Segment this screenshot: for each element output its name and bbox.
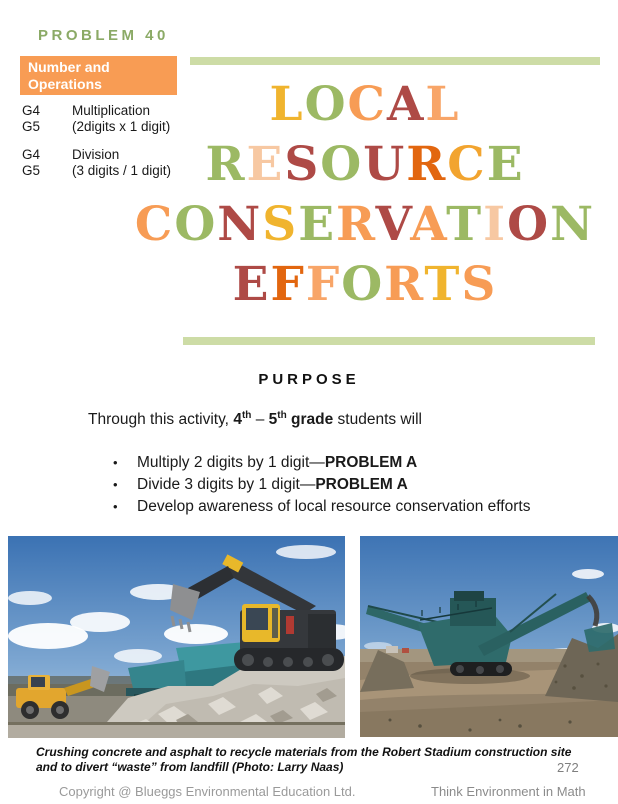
footer-copyright: Copyright @ Blueggs Environmental Education Ltd. xyxy=(59,784,356,799)
grade-label: G5 xyxy=(22,119,41,134)
title-line-efforts: EFFORTS xyxy=(232,257,498,312)
objective-text: Develop awareness of local resource conservation efforts xyxy=(137,498,531,515)
list-item xyxy=(113,452,530,474)
foreground-road xyxy=(8,724,345,738)
list-item xyxy=(113,474,530,496)
title-line-conservation: CONSERVATION xyxy=(134,197,596,252)
grade-label: G4 xyxy=(22,147,41,162)
grade-to: 5 xyxy=(268,411,278,429)
grade-label: G4 xyxy=(22,103,41,118)
grade-from-ordinal: th xyxy=(241,410,252,421)
purpose-heading: PURPOSE xyxy=(258,371,360,388)
grade-word: grade xyxy=(286,411,334,429)
list-item xyxy=(113,496,530,518)
caption-line-2: and to divert “waste” from landfill (Photo: Larry Naas) xyxy=(36,760,344,774)
intro-prefix: Through this activity, xyxy=(88,411,234,429)
grade-dash: – xyxy=(251,411,269,429)
bullet-icon: • xyxy=(113,455,118,470)
photo-crushing-site-left xyxy=(8,536,345,738)
title-line-resource: RESOURCE xyxy=(205,137,525,192)
page-number: 272 xyxy=(557,760,579,775)
grade-to-ordinal: th xyxy=(277,410,287,421)
grade-from: 4 xyxy=(233,411,242,429)
topic-detail: (3 digits / 1 digit) xyxy=(72,163,172,178)
photo-left-illustration xyxy=(8,536,345,738)
problem-label: PROBLEM 40 xyxy=(38,27,169,44)
topic-label: Division xyxy=(72,147,120,162)
objective-text: Multiply 2 digits by 1 digit—PROBLEM A xyxy=(137,454,418,471)
page-title xyxy=(112,75,618,315)
grade-label: G5 xyxy=(22,163,41,178)
purpose-intro xyxy=(88,410,422,429)
bullet-icon: • xyxy=(113,499,118,514)
caption-line-1: Crushing concrete and asphalt to recycle materials from the Robert Stadium construction site xyxy=(36,745,572,759)
objective-list xyxy=(113,452,530,518)
title-divider-top xyxy=(190,57,600,65)
road-edge xyxy=(8,722,345,725)
footer-tagline: Think Environment in Math xyxy=(431,784,586,799)
objective-text: Divide 3 digits by 1 digit—PROBLEM A xyxy=(137,476,408,493)
intro-suffix: students will xyxy=(333,411,422,429)
title-line-local: LOCAL xyxy=(269,77,461,132)
bullet-icon: • xyxy=(113,477,118,492)
photo-screening-site-right xyxy=(360,536,618,737)
photo-right-illustration xyxy=(360,536,618,737)
topic-label: Multiplication xyxy=(72,103,151,118)
topic-detail: (2digits x 1 digit) xyxy=(72,119,171,134)
title-divider-bottom xyxy=(183,337,595,345)
category-box: Number and Operations xyxy=(20,56,177,95)
